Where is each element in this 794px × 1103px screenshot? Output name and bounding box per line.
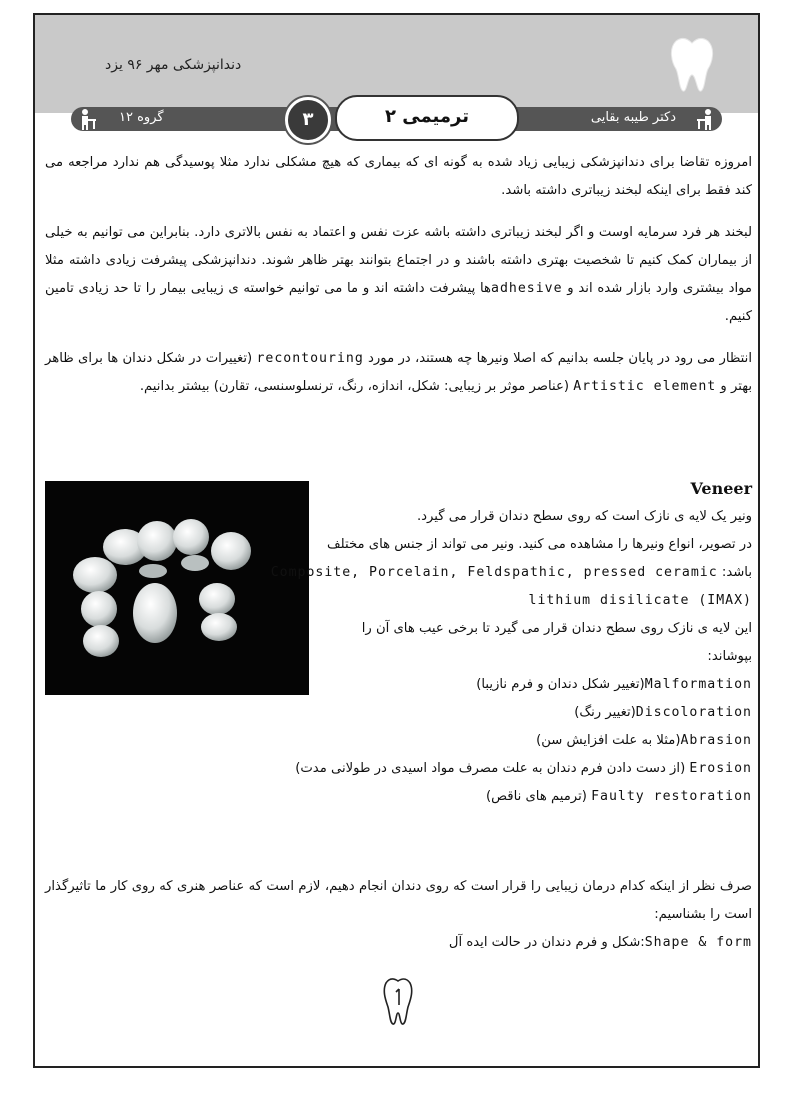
closing-content	[45, 873, 752, 957]
defect-latin: Faulty restoration	[591, 789, 752, 804]
paragraph-2	[45, 219, 752, 331]
paragraph-2-text-b: ها پیشرفت داشته اند و ما می توانیم خواسته ی زیبایی بیمار را تا حد زیادی تامین کنیم.	[45, 281, 752, 324]
veneer-definition: ونیر یک لایه ی نازک است که روی سطح دندان قرار می گیرد.	[416, 509, 752, 524]
term-recontouring: recontouring	[256, 351, 364, 366]
author-name: دکتر طیبه بقایی	[590, 110, 676, 125]
defect-item	[45, 727, 752, 755]
group-label: گروه ۱۲	[119, 110, 164, 125]
defect-latin: Malformation	[644, 677, 752, 692]
school-name: دندانپزشکی مهر ۹۶ یزد	[105, 57, 242, 73]
defect-fa: (ترمیم های ناقص)	[486, 789, 592, 804]
term-adhesive: adhesive	[491, 281, 563, 296]
term-shape-form: Shape & form	[644, 935, 752, 950]
page-frame	[33, 13, 760, 1068]
defect-latin: Abrasion	[680, 733, 752, 748]
veneer-types-be: باشد:	[721, 565, 752, 580]
shape-form-line	[45, 929, 752, 957]
defect-item	[45, 783, 752, 811]
defect-item	[45, 671, 752, 699]
veneer-text	[45, 475, 752, 811]
defect-fa: (تغییر شکل دندان و فرم نازیبا)	[476, 677, 645, 692]
veneer-types-line	[45, 559, 752, 587]
teacher-desk-icon	[694, 107, 718, 131]
defect-fa: (مثلا به علت افزایش سن)	[536, 733, 681, 748]
veneer-types-intro: در تصویر، انواع ونیرها را مشاهده می کنید. ونیر می تواند از جنس های مختلف	[326, 537, 752, 552]
veneer-materials-1: Composite, Porcelain, Feldspathic, pressed ceramic	[270, 565, 718, 580]
veneer-cover: این لایه ی نازک روی سطح دندان قرار می گیرد تا برخی عیب های آن را بپوشاند:	[361, 621, 752, 664]
session-number-badge: ۳	[285, 97, 331, 143]
defect-item	[45, 699, 752, 727]
defect-item	[45, 755, 752, 783]
student-desk-icon	[75, 107, 99, 131]
shape-form-desc: :شکل و فرم دندان در حالت ایده آل	[448, 935, 645, 950]
paragraph-3	[45, 345, 752, 401]
paragraph-3-text-b: (تغییرات در شکل دندان ها برای ظاهر بهتر و	[45, 351, 752, 394]
paragraph-1: امروزه تقاضا برای دندانپزشکی زیبایی زیاد شده به گونه ای که بیماری که هیچ مشکلی ندارد مثلا پوسیدگی هم ندارد مراجعه می کند فقط برای اینکه لبخند زیباتری داشته باشد.	[45, 155, 752, 198]
defect-latin: Erosion	[689, 761, 752, 776]
paragraph-2-text-a: لبخند هر فرد سرمایه اوست و اگر لبخند زیباتری داشته باشه عزت نفس و اعتماد به نفس بالاتری دارد. بنابراین می توانیم به خیلی از بیماران کمک کنیم تا شخصیت بهتری داشته باشند و در اجتماع بتوانند بهتر ظاهر شوند. دندانپزشکی پیشرفت زیادی داشته مثلا مواد بیشتری وارد بازار شده اند و	[45, 225, 752, 296]
defect-fa: (تغییر رنگ)	[574, 705, 636, 720]
defect-fa: (از دست دادن فرم دندان به علت مصرف مواد اسیدی در طولانی مدت)	[295, 761, 690, 776]
paragraph-3-text-a: انتظار می رود در پایان جلسه بدانیم که اصلا ونیرها چه هستند، در مورد	[363, 351, 752, 366]
closing-paragraph: صرف نظر از اینکه کدام درمان زیبایی را قرار است که روی دندان انجام دهیم، لازم است که عناصر هنری که روی کار ما تاثیرگذار است را بشناسیم:	[45, 879, 752, 922]
paragraph-3-text-c: (عناصر موثر بر زیبایی: شکل، اندازه، رنگ، ترنسلوسنسی، تقارن) بیشتر بدانیم.	[139, 379, 574, 394]
tooth-logo-icon	[668, 35, 716, 93]
intro-content	[45, 149, 752, 415]
defect-latin: Discoloration	[635, 705, 752, 720]
tooth-page-number-icon	[380, 975, 416, 1027]
veneer-materials-2: lithium disilicate (IMAX)	[528, 593, 752, 608]
veneer-types-line-2	[45, 587, 752, 615]
veneer-heading: Veneer	[690, 479, 752, 498]
term-artistic-element: Artistic element	[573, 379, 717, 394]
page-title: ترمیمی ۲	[335, 95, 519, 141]
